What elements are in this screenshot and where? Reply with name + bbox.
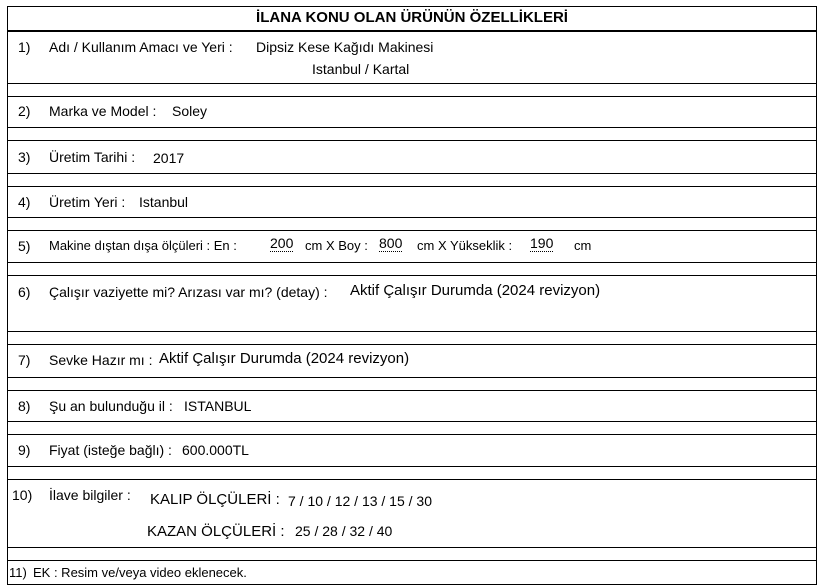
divider	[7, 479, 817, 480]
divider	[7, 547, 817, 548]
divider	[7, 140, 817, 141]
item-7-number: 7)	[18, 352, 31, 368]
item-10-label: İlave bilgiler :	[49, 487, 131, 503]
boiler-sizes-label: KAZAN ÖLÇÜLERİ :	[147, 523, 285, 540]
item-7-value: Aktif Çalışır Durumda (2024 revizyon)	[159, 350, 410, 367]
item-5-label: Makine dıştan dışa ölçüleri : En :	[49, 238, 237, 253]
item-2-number: 2)	[18, 103, 31, 119]
divider	[7, 331, 817, 332]
item-1-number: 1)	[18, 39, 31, 55]
item-1-value-2: Istanbul / Kartal	[312, 61, 410, 77]
item-6-label: Çalışır vaziyette mi? Arızası var mı? (detay) :	[49, 284, 328, 300]
boiler-sizes-value: 25 / 28 / 32 / 40	[295, 523, 393, 539]
item-9-value: 600.000TL	[182, 442, 249, 458]
height-unit-label: cm	[574, 238, 592, 253]
item-9-number: 9)	[18, 442, 31, 458]
divider	[7, 186, 817, 187]
item-4-label: Üretim Yeri :	[49, 194, 126, 210]
divider	[7, 127, 817, 128]
item-4-number: 4)	[18, 194, 31, 210]
item-9-label: Fiyat (isteğe bağlı) :	[49, 442, 172, 458]
divider	[7, 466, 817, 467]
height-value: 190	[530, 235, 554, 251]
divider	[7, 344, 817, 345]
width-unit-label: cm X Boy :	[305, 238, 368, 253]
width-value: 200	[270, 235, 294, 251]
length-unit-label: cm X Yükseklik :	[417, 238, 513, 253]
item-1-label: Adı / Kullanım Amacı ve Yeri :	[49, 39, 233, 55]
divider	[7, 230, 817, 231]
item-5-number: 5)	[18, 238, 31, 254]
divider	[7, 434, 817, 435]
item-10-number: 10)	[12, 487, 33, 503]
item-4-value: Istanbul	[139, 194, 189, 210]
item-11-number: 11)	[9, 565, 27, 580]
divider	[7, 275, 817, 276]
mold-sizes-value: 7 / 10 / 12 / 13 / 15 / 30	[288, 493, 432, 509]
item-3-value: 2017	[153, 150, 185, 166]
product-spec-form	[7, 6, 817, 585]
divider	[7, 421, 817, 422]
item-2-label: Marka ve Model :	[49, 103, 157, 119]
divider	[7, 30, 817, 32]
item-2-value: Soley	[172, 103, 208, 119]
item-11-label: EK : Resim ve/veya video eklenecek.	[33, 565, 247, 580]
item-7-label: Sevke Hazır mı :	[49, 352, 153, 368]
form-title: İLANA KONU OLAN ÜRÜNÜN ÖZELLİKLERİ	[256, 9, 568, 26]
item-3-label: Üretim Tarihi :	[49, 149, 136, 165]
divider	[7, 217, 817, 218]
divider	[7, 262, 817, 263]
item-1-value: Dipsiz Kese Kağıdı Makinesi	[256, 39, 434, 55]
divider	[7, 390, 817, 391]
divider	[7, 377, 817, 378]
item-8-value: ISTANBUL	[184, 398, 252, 414]
mold-sizes-label: KALIP ÖLÇÜLERİ :	[150, 491, 280, 508]
item-8-label: Şu an bulunduğu il :	[49, 398, 173, 414]
item-8-number: 8)	[18, 398, 31, 414]
length-value: 800	[379, 235, 403, 251]
divider	[7, 96, 817, 97]
item-6-number: 6)	[18, 284, 31, 300]
divider	[7, 83, 817, 84]
item-3-number: 3)	[18, 149, 31, 165]
divider	[7, 560, 817, 561]
divider	[7, 173, 817, 174]
item-6-value: Aktif Çalışır Durumda (2024 revizyon)	[350, 282, 601, 299]
